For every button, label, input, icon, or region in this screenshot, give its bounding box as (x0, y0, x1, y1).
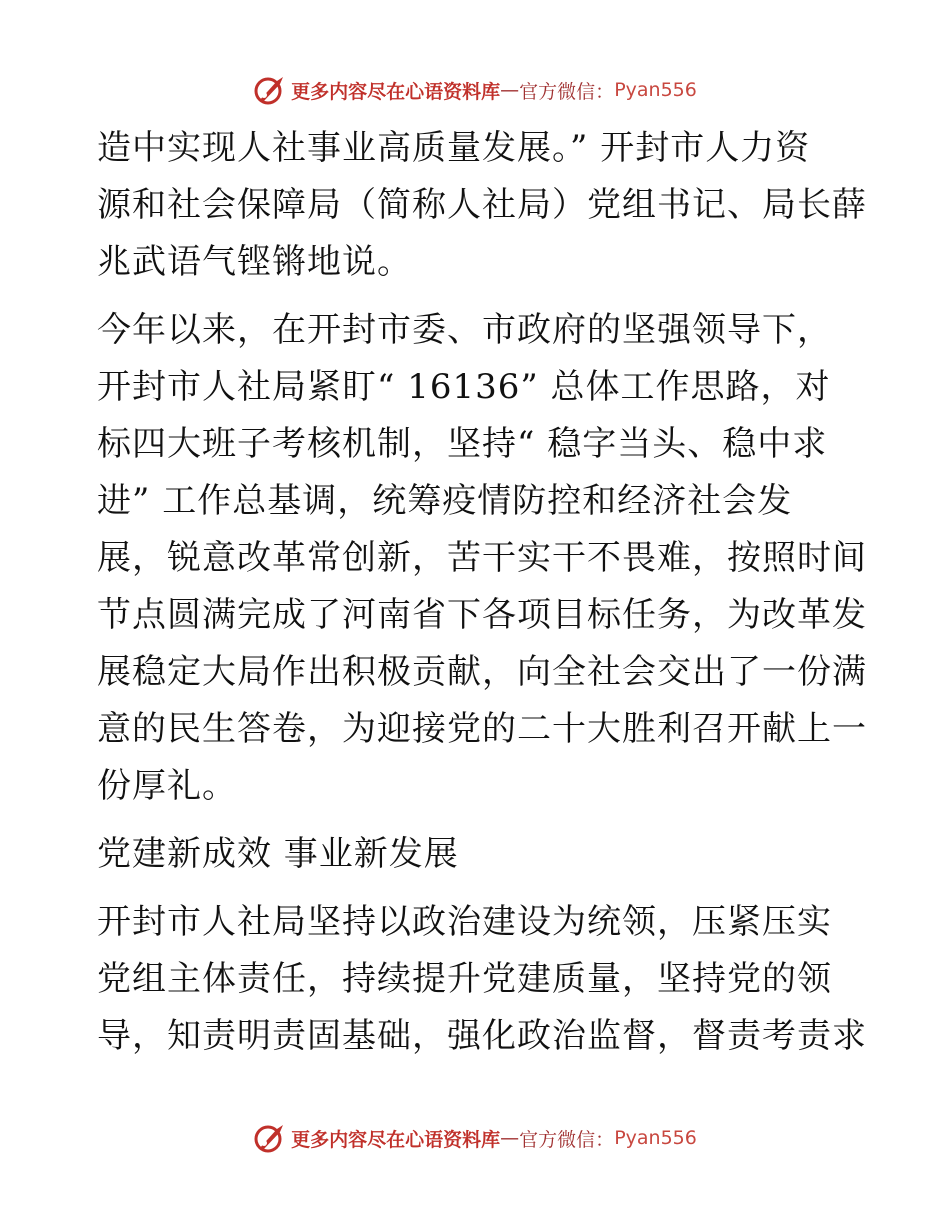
quill-logo-icon (253, 1121, 287, 1155)
watermark-label: 官方微信： (519, 1128, 615, 1151)
text-line: 份厚礼。 (97, 766, 237, 806)
watermark-brand: 更多内容尽在心语资料库 (291, 1128, 501, 1151)
watermark-separator: — (500, 79, 520, 101)
heading-line: 党建新成效 事业新发展 (97, 834, 459, 874)
text-line: 意的民生答卷，为迎接党的二十大胜利召开献上一 (97, 709, 867, 749)
watermark-separator: — (500, 1127, 520, 1149)
text-line: 党组主体责任，持续提升党建质量，坚持党的领 (97, 959, 832, 999)
paragraph (97, 120, 867, 291)
paragraph (97, 302, 867, 815)
text-line: 标四大班子考核机制，坚持“ 稳字当头、稳中求 (97, 424, 828, 464)
document-body (97, 120, 867, 1065)
text-line: 展，锐意改革常创新，苦干实干不畏难，按照时间 (97, 538, 867, 578)
header-watermark (0, 70, 950, 110)
text-line: 展稳定大局作出积极贡献，向全社会交出了一份满 (97, 652, 867, 692)
text-line: 进” 工作总基调，统筹疫情防控和经济社会发 (97, 481, 793, 521)
watermark-wechat-id: Pyan556 (614, 79, 697, 101)
watermark-label: 官方微信： (519, 80, 615, 103)
text-line: 节点圆满完成了河南省下各项目标任务，为改革发 (97, 595, 867, 635)
watermark-wechat-id: Pyan556 (614, 1127, 697, 1149)
paragraph (97, 894, 867, 1065)
text-line: 今年以来，在开封市委、市政府的坚强领导下， (97, 310, 832, 350)
section-heading (97, 826, 857, 883)
text-line: 造中实现人社事业高质量发展。” 开封市人力资 (97, 128, 811, 168)
text-line: 兆武语气铿锵地说。 (97, 242, 412, 282)
watermark-brand: 更多内容尽在心语资料库 (291, 80, 501, 103)
quill-logo-icon (253, 73, 287, 107)
footer-watermark (0, 1118, 950, 1158)
text-line: 源和社会保障局（简称人社局）党组书记、局长薛 (97, 185, 867, 225)
text-line: 开封市人社局紧盯“ 16136” 总体工作思路，对 (97, 367, 831, 407)
text-line: 开封市人社局坚持以政治建设为统领，压紧压实 (97, 902, 832, 942)
text-line: 导，知责明责固基础，强化政治监督，督责考责求 (97, 1016, 867, 1056)
